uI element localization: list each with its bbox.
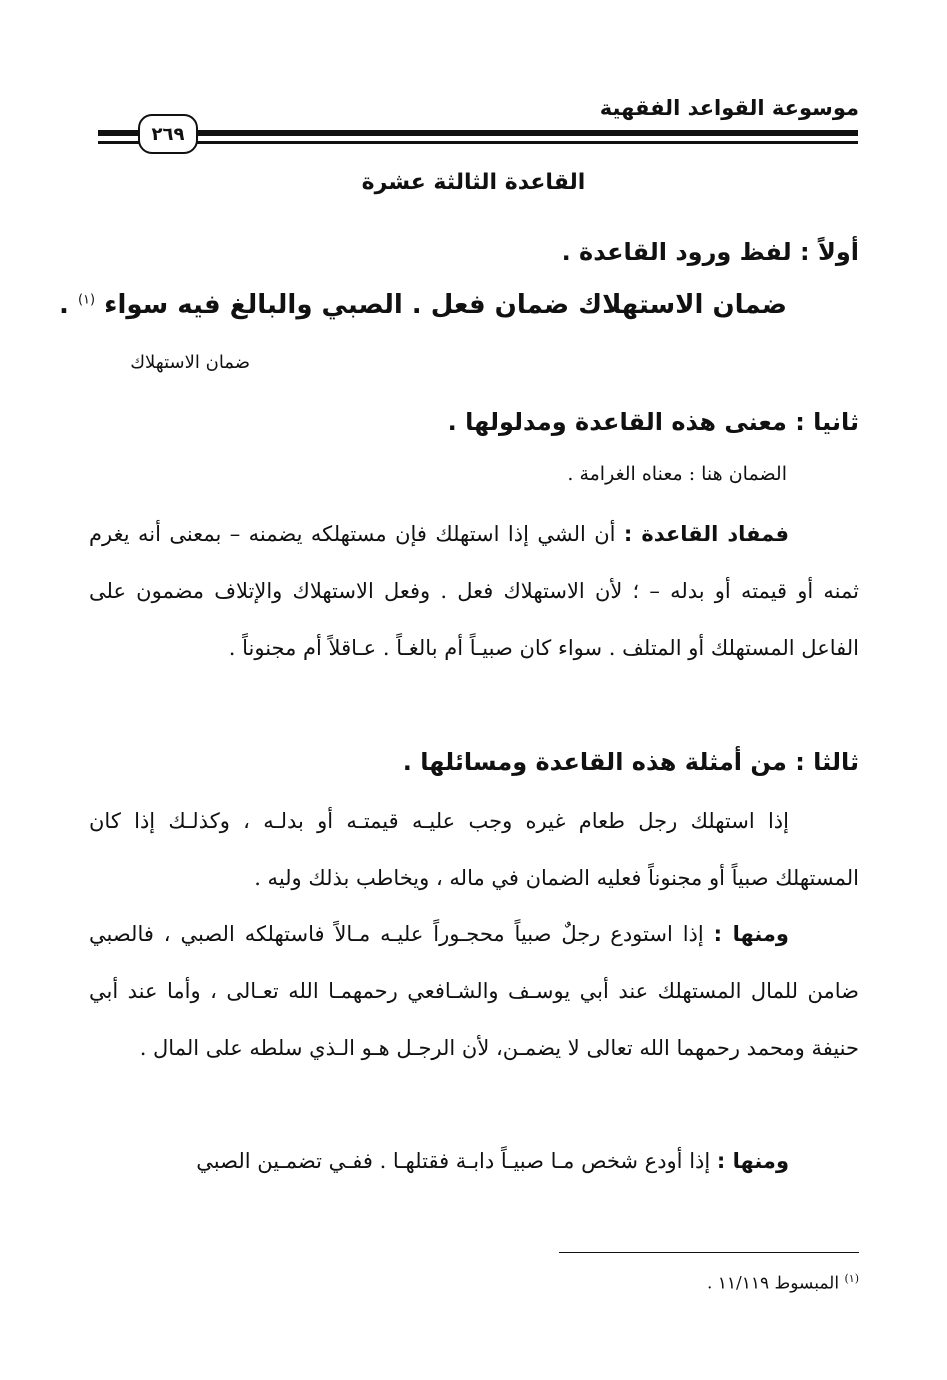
footnote-ref: (١) — [77, 292, 96, 308]
header-rule-thick — [98, 130, 858, 136]
example-paragraph-1 — [89, 793, 859, 907]
rule-statement-end: . — [59, 290, 69, 320]
example-paragraph-2 — [89, 906, 859, 1077]
rule-statement — [59, 290, 787, 320]
section3-heading: ثالثا : من أمثلة هذه القاعدة ومسائلها . — [402, 748, 859, 776]
explanation-lead: فمفاد القاعدة : — [623, 522, 789, 546]
example-2-text: إذا استودع رجلٌ صبياً محجـوراً عليـه مـالاً فاستهلكه الصبي ، فالصبي ضامن للمال المستهلك عند أبي يوسـف والشـافعي رحمهمـا الله تعـالى ، وأما عند أبي حنيفة ومحمد رحمهما الله تعالى لا يضمـن، لأن الرجـل هـو الـذي سلطه على المال . — [89, 922, 859, 1060]
header-rule-thin — [98, 141, 858, 144]
rule-keyword: ضمان الاستهلاك — [130, 352, 250, 373]
explanation-paragraph — [89, 506, 859, 677]
meaning-paragraph: الضمان هنا : معناه الغرامة . — [567, 463, 787, 485]
example-3-lead: ومنها : — [716, 1149, 789, 1173]
section1-heading: أولاً : لفظ ورود القاعدة . — [561, 238, 859, 266]
example-paragraph-3 — [89, 1133, 859, 1190]
section2-heading: ثانيا : معنى هذه القاعدة ومدلولها . — [447, 408, 859, 436]
example-1-text: إذا استهلك رجل طعام غيره وجب عليـه قيمتـه أو بدلـه ، وكذلـك إذا كان المستهلك صبياً أو مجنوناً فعليه الضمان في ماله ، ويخاطب بذلك وليه . — [89, 809, 859, 890]
footnote-text: المبسوط ١١/١١٩ . — [706, 1273, 840, 1294]
footnote-marker: (١) — [844, 1272, 859, 1285]
footnote-rule — [559, 1252, 859, 1253]
page-number: ٢٦٩ — [138, 114, 198, 154]
rule-title: القاعدة الثالثة عشرة — [361, 170, 586, 195]
running-title: موسوعة القواعد الفقهية — [599, 96, 859, 120]
example-2-lead: ومنها : — [713, 922, 789, 946]
footnote — [707, 1272, 859, 1294]
explanation-body: أن الشي إذا استهلك فإن مستهلكه يضمنه – بمعنى أنه يغرم ثمنه أو قيمته أو بدله – ؛ لأن الاستهلاك فعل . وفعل الاستهلاك والإتلاف مضمون على الفاعل المستهلك أو المتلف . سواء كان صبيـاً أم بالغـاً . عـاقلاً أم مجنوناً . — [89, 522, 859, 660]
example-3-text: إذا أودع شخص مـا صبيـاً دابـة فقتلهـا . ففـي تضمـين الصبي — [196, 1149, 711, 1173]
rule-statement-text: ضمان الاستهلاك ضمان فعل . الصبي والبالغ فيه سواء — [104, 290, 787, 320]
